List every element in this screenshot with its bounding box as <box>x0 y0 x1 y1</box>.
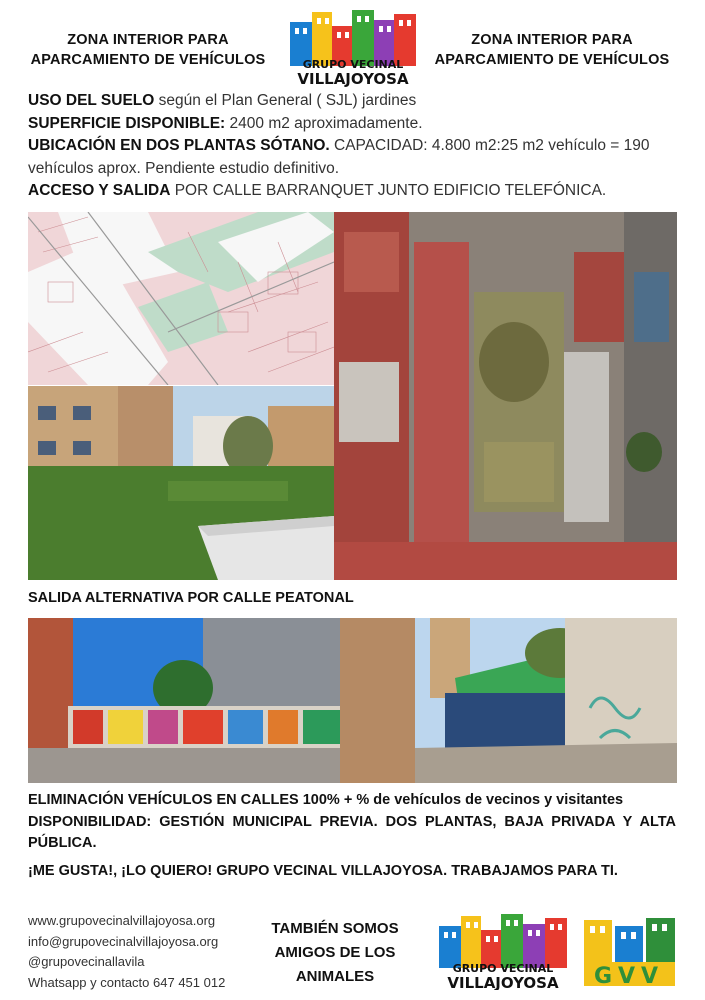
superficie-line: SUPERFICIE DISPONIBLE: 2400 m2 aproximadamente. <box>28 114 423 132</box>
logo-text-line1: GRUPO VECINAL <box>302 58 404 71</box>
footer-contact <box>28 911 225 993</box>
cadastral-map-image <box>28 212 334 385</box>
courtyard-photo <box>28 386 334 580</box>
ubicacion-line: UBICACIÓN EN DOS PLANTAS SÓTANO. CAPACIDAD: 4.800 m2:25 m2 vehículo = 190 vehículos aprox. Pendiente estudio definitivo. <box>28 137 650 177</box>
footer-logo-text-line1: GRUPO VECINAL <box>452 962 554 975</box>
street-mural-photo <box>28 618 340 783</box>
disponibilidad-text: DISPONIBILIDAD: GESTIÓN MUNICIPAL PREVIA. DOS PLANTAS, BAJA PRIVADA Y ALTA PÚBLICA. <box>28 813 676 851</box>
social-handle[interactable]: @grupovecinallavila <box>28 954 145 969</box>
header-left-title: ZONA INTERIOR PARA APARCAMIENTO DE VEHÍCULOS <box>30 32 266 68</box>
aerial-photo <box>334 212 677 580</box>
grupo-vecinal-logo-footer <box>436 912 570 990</box>
slogan-text: ¡ME GUSTA!, ¡LO QUIERO! GRUPO VECINAL VILLAJOYOSA. TRABAJAMOS PARA TI. <box>28 862 618 879</box>
website-link[interactable]: www.grupovecinalvillajoyosa.org <box>28 913 216 928</box>
pedestrian-street-photo <box>340 618 677 783</box>
grupo-vecinal-logo <box>287 8 419 88</box>
footer-logo-text-line2: VILLAJOYOSA <box>447 974 559 990</box>
header-right-title: ZONA INTERIOR PARA APARCAMIENTO DE VEHÍCULOS <box>434 32 670 68</box>
bottom-text-block <box>28 790 676 882</box>
logo-text-line2: VILLAJOYOSA <box>297 70 409 88</box>
acceso-line: ACCESO Y SALIDA POR CALLE BARRANQUET JUNTO EDIFICIO TELEFÓNICA. <box>28 182 607 199</box>
section-label: SALIDA ALTERNATIVA POR CALLE PEATONAL <box>28 590 354 606</box>
eliminacion-text: ELIMINACIÓN VEHÍCULOS EN CALLES 100% + % de vehículos de vecinos y visitantes <box>28 792 624 808</box>
gvv-logo <box>582 914 677 988</box>
whatsapp-contact: Whatsapp y contacto 647 451 012 <box>28 974 226 990</box>
uso-line: USO DEL SUELO según el Plan General ( SJL) jardines <box>28 92 417 109</box>
info-block <box>28 90 680 203</box>
gvv-text: GVV <box>593 964 665 988</box>
email-link[interactable]: info@grupovecinalvillajoyosa.org <box>28 933 219 949</box>
animals-message: TAMBIÉN SOMOS AMIGOS DE LOS ANIMALES <box>271 920 399 985</box>
header <box>0 0 705 88</box>
